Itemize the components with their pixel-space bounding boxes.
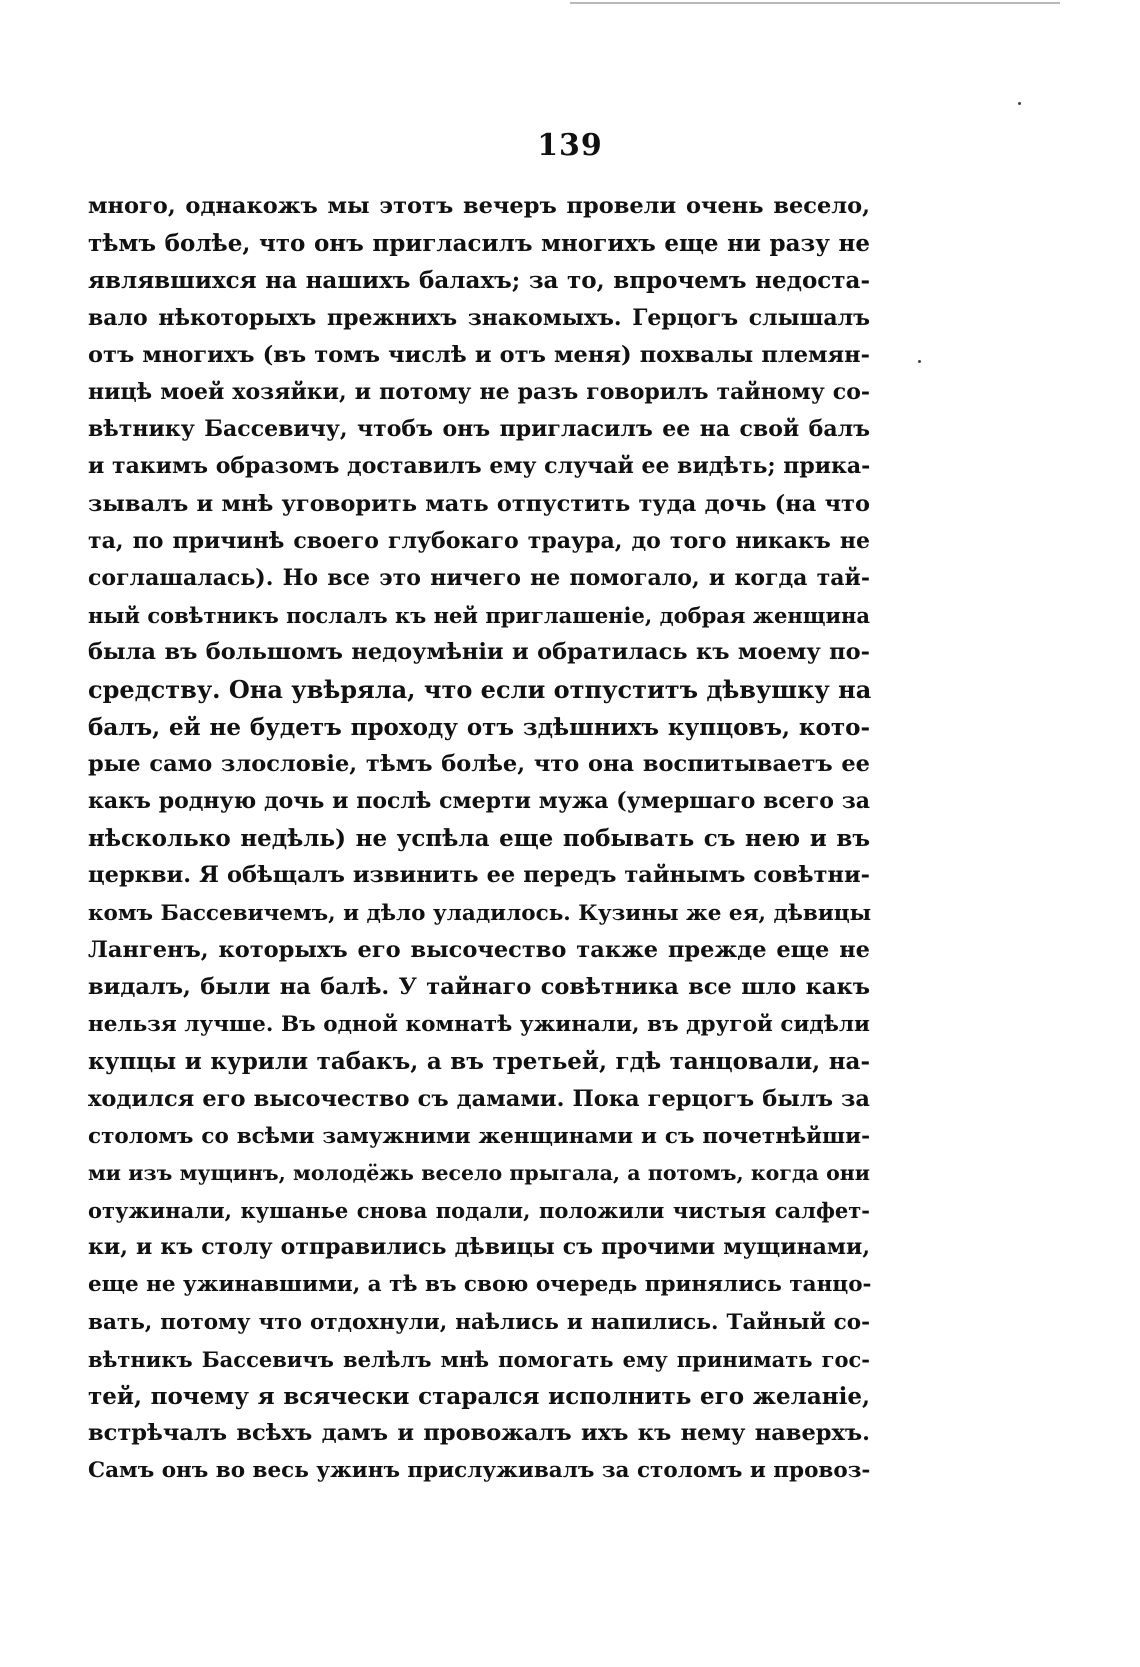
text-line: вать, потому что отдохнули, наѣлись и напились. Тайный со- xyxy=(88,1309,870,1335)
scan-speck xyxy=(918,360,921,363)
text-line: ный совѣтникъ послалъ къ ней приглашеніе, добрая женщина xyxy=(88,603,870,629)
text-line: тей, почему я всячески старался исполнить его желаніе, xyxy=(88,1383,870,1410)
body-text xyxy=(88,188,870,1490)
text-line: являвшихся на нашихъ балахъ; за то, впрочемъ недоста- xyxy=(88,267,870,295)
text-line: встрѣчалъ всѣхъ дамъ и провожалъ ихъ къ нему наверхъ. xyxy=(88,1420,870,1447)
text-line: комъ Бассевичемъ, и дѣло уладилось. Кузины же ея, дѣвицы xyxy=(88,900,872,926)
text-line: какъ родную дочь и послѣ смерти мужа (умершаго всего за xyxy=(88,788,870,814)
text-line: балъ, ей не будетъ проходу отъ здѣшнихъ купцовъ, кото- xyxy=(88,713,870,741)
text-line: тѣмъ болѣе, что онъ пригласилъ многихъ еще ни разу не xyxy=(88,230,870,258)
text-line: Лангенъ, которыхъ его высочество также прежде еще не xyxy=(88,936,870,963)
text-line: зывалъ и мнѣ уговорить мать отпустить туда дочь (на что xyxy=(88,490,870,517)
text-line: отъ многихъ (въ томъ числѣ и отъ меня) похвалы племян- xyxy=(88,341,870,368)
text-line: нельзя лучше. Въ одной комнатѣ ужинали, въ другой сидѣли xyxy=(88,1012,870,1038)
text-line: ми изъ мущинъ, молодёжь весело прыгала, а потомъ, когда они xyxy=(88,1160,870,1185)
text-line: вало нѣкоторыхъ прежнихъ знакомыхъ. Герцогъ слышалъ xyxy=(88,304,870,331)
text-line: была въ большомъ недоумѣніи и обратилась къ моему по- xyxy=(88,639,870,666)
text-line: та, по причинѣ своего глубокаго траура, до того никакъ не xyxy=(88,527,870,554)
text-line: еще не ужинавшими, а тѣ въ свою очередь принялись танцо- xyxy=(88,1272,872,1298)
text-line: церкви. Я обѣщалъ извинить ее передъ тайнымъ совѣтни- xyxy=(88,862,870,889)
text-line: нѣсколько недѣль) не успѣла еще побывать съ нею и въ xyxy=(88,825,870,853)
text-line: столомъ со всѣми замужними женщинами и съ почетнѣйши- xyxy=(88,1123,870,1149)
text-line: видалъ, были на балѣ. У тайнаго совѣтника все шло какъ xyxy=(88,973,870,1000)
text-line: рые само злословіе, тѣмъ болѣе, что она воспитываетъ ее xyxy=(88,750,870,777)
page-number: 139 xyxy=(537,128,603,163)
text-line: ходился его высочество съ дамами. Пока герцогъ былъ за xyxy=(88,1085,870,1112)
text-line: ницѣ моей хозяйки, и потому не разъ говорилъ тайному со- xyxy=(88,378,870,405)
text-line: вѣтникъ Бассевичъ велѣлъ мнѣ помогать ему принимать гос- xyxy=(88,1346,870,1372)
text-line: вѣтнику Бассевичу, чтобъ онъ пригласилъ ее на свой балъ xyxy=(88,416,870,443)
text-line: отужинали, кушанье снова подали, положили чистыя салфет- xyxy=(88,1198,870,1224)
text-line: средству. Она увѣряла, что если отпуститъ дѣвушку на xyxy=(88,675,872,705)
text-line: много, однакожъ мы этотъ вечеръ провели очень весело, xyxy=(88,193,870,219)
scan-speck xyxy=(1018,102,1021,105)
text-line: соглашалась). Но все это ничего не помогало, и когда тай- xyxy=(88,564,870,591)
text-line: и такимъ образомъ доставилъ ему случай ее видѣть; прика- xyxy=(88,453,871,480)
text-line: купцы и курили табакъ, а въ третьей, гдѣ танцовали, на- xyxy=(88,1048,870,1076)
text-line: ки, и къ столу отправились дѣвицы съ прочими мущинами, xyxy=(88,1234,870,1261)
text-line: Самъ онъ во весь ужинъ прислуживалъ за столомъ и провоз- xyxy=(88,1458,871,1484)
top-rule xyxy=(570,2,1060,4)
